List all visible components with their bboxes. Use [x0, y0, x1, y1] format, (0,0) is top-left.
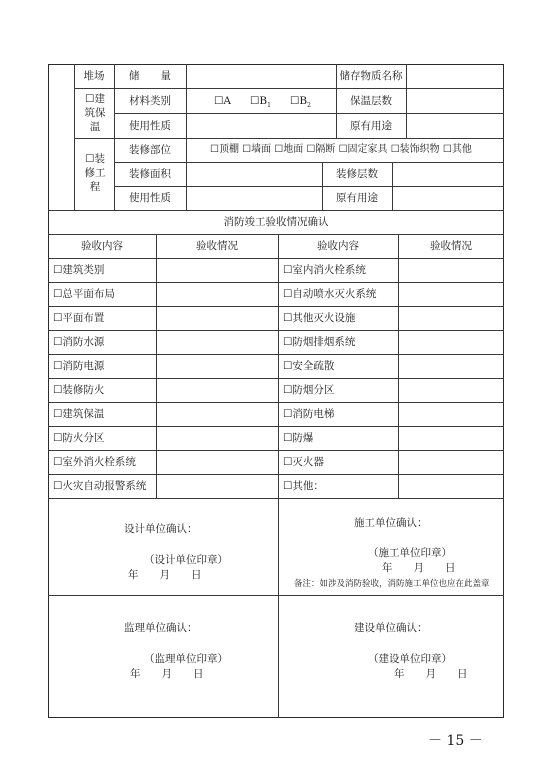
item-left[interactable]: ☐总平面布局 — [53, 288, 115, 300]
row-line — [114, 162, 504, 163]
item-right[interactable]: ☐其他灭火设施 — [283, 312, 356, 324]
supervision-seal: （监理单位印章） — [144, 653, 228, 665]
item-right[interactable]: ☐室内消火栓系统 — [283, 264, 366, 276]
storage-label: 堆场 — [83, 70, 105, 82]
header-content-right: 验收内容 — [317, 240, 359, 252]
item-left[interactable]: ☐防火分区 — [53, 432, 105, 444]
decoration-size-label: 装修面积 — [129, 168, 171, 180]
original-use-label: 原有用途 — [350, 120, 392, 132]
row-line — [48, 354, 504, 355]
row-line — [48, 306, 504, 307]
option-b2[interactable]: $☐B_2$ — [290, 95, 311, 110]
row-line — [48, 498, 504, 499]
storage-amount-label: 储 量 — [129, 70, 171, 82]
storage-amount-value[interactable] — [186, 70, 336, 86]
row-line — [48, 330, 504, 331]
col-line — [406, 64, 407, 138]
construction-note: 备注：如涉及消防验收，消防施工单位也应在此盖章 — [294, 579, 490, 589]
row-line — [114, 113, 504, 114]
item-left[interactable]: ☐火灾自动报警系统 — [53, 480, 147, 492]
item-right[interactable]: ☐灭火器 — [283, 456, 324, 468]
owner-confirm-title: 建设单位确认： — [354, 622, 428, 634]
design-seal: （设计单位印章） — [144, 554, 228, 566]
decoration-floors-label: 装修层数 — [336, 168, 378, 180]
col-line — [398, 234, 399, 498]
item-right[interactable]: ☐其他： — [283, 480, 324, 492]
row-line — [48, 378, 504, 379]
item-right[interactable]: ☐防爆 — [283, 432, 314, 444]
row-line — [74, 88, 504, 89]
item-right[interactable]: ☐防烟排烟系统 — [283, 336, 356, 348]
construction-date: 年 月 日 — [382, 562, 456, 574]
row-line — [48, 595, 504, 596]
option-b1[interactable]: $☐B_1$ — [250, 95, 271, 110]
row-line — [74, 138, 504, 139]
row-line — [48, 402, 504, 403]
option-a[interactable]: ☐A — [214, 95, 231, 107]
item-left[interactable]: ☐消防水源 — [53, 336, 105, 348]
insulation-label[interactable]: ☐建筑保温 — [84, 93, 106, 133]
design-confirm-title: 设计单位确认： — [124, 523, 198, 535]
row-line — [48, 234, 504, 235]
decoration-options[interactable]: ☐顶棚 ☐墙面 ☐地面 ☐隔断 ☐固定家具 ☐装饰织物 ☐其他 — [210, 144, 472, 155]
header-content-left: 验收内容 — [81, 240, 123, 252]
col-line — [114, 64, 115, 210]
design-date: 年 月 日 — [128, 569, 202, 581]
item-right[interactable]: ☐防烟分区 — [283, 384, 335, 396]
owner-seal: （建设单位印章） — [368, 653, 452, 665]
item-right[interactable]: ☐消防电梯 — [283, 408, 335, 420]
item-left[interactable]: ☐消防电源 — [53, 360, 105, 372]
construction-confirm-title: 施工单位确认： — [354, 517, 428, 529]
header-status-right: 验收情况 — [430, 240, 472, 252]
col-line — [278, 234, 279, 718]
usage-label: 使用性质 — [129, 120, 171, 132]
row-line — [114, 186, 504, 187]
col-line — [74, 64, 75, 210]
construction-seal: （施工单位印章） — [368, 547, 452, 559]
item-left[interactable]: ☐建筑保温 — [53, 408, 105, 420]
decoration-label[interactable]: ☐装修工程 — [84, 153, 106, 193]
supervision-confirm-title: 监理单位确认： — [124, 622, 198, 634]
page-number: － 15 － — [428, 733, 483, 749]
row-line — [48, 210, 504, 211]
owner-date: 年 月 日 — [394, 668, 468, 680]
item-left[interactable]: ☐装修防火 — [53, 384, 105, 396]
row-line — [48, 426, 504, 427]
item-right[interactable]: ☐自动喷水灭火系统 — [283, 288, 377, 300]
item-left[interactable]: ☐室外消火栓系统 — [53, 456, 136, 468]
stored-substance-label: 储存物质名称 — [339, 70, 403, 82]
section-title: 消防竣工验收情况确认 — [223, 216, 329, 228]
row-line — [48, 282, 504, 283]
material-category-label: 材料类别 — [129, 95, 171, 107]
col-line — [156, 234, 157, 498]
decoration-area-label: 装修部位 — [129, 144, 171, 156]
usage-label: 使用性质 — [129, 192, 171, 204]
row-line — [48, 258, 504, 259]
header-status-left: 验收情况 — [196, 240, 238, 252]
item-left[interactable]: ☐平面布置 — [53, 312, 105, 324]
col-line — [392, 162, 393, 210]
supervision-date: 年 月 日 — [130, 668, 204, 680]
item-right[interactable]: ☐安全疏散 — [283, 360, 335, 372]
row-line — [48, 450, 504, 451]
item-left[interactable]: ☐建筑类别 — [53, 264, 105, 276]
row-line — [48, 474, 504, 475]
insulation-layers-label: 保温层数 — [350, 95, 392, 107]
original-use-label: 原有用途 — [336, 192, 378, 204]
